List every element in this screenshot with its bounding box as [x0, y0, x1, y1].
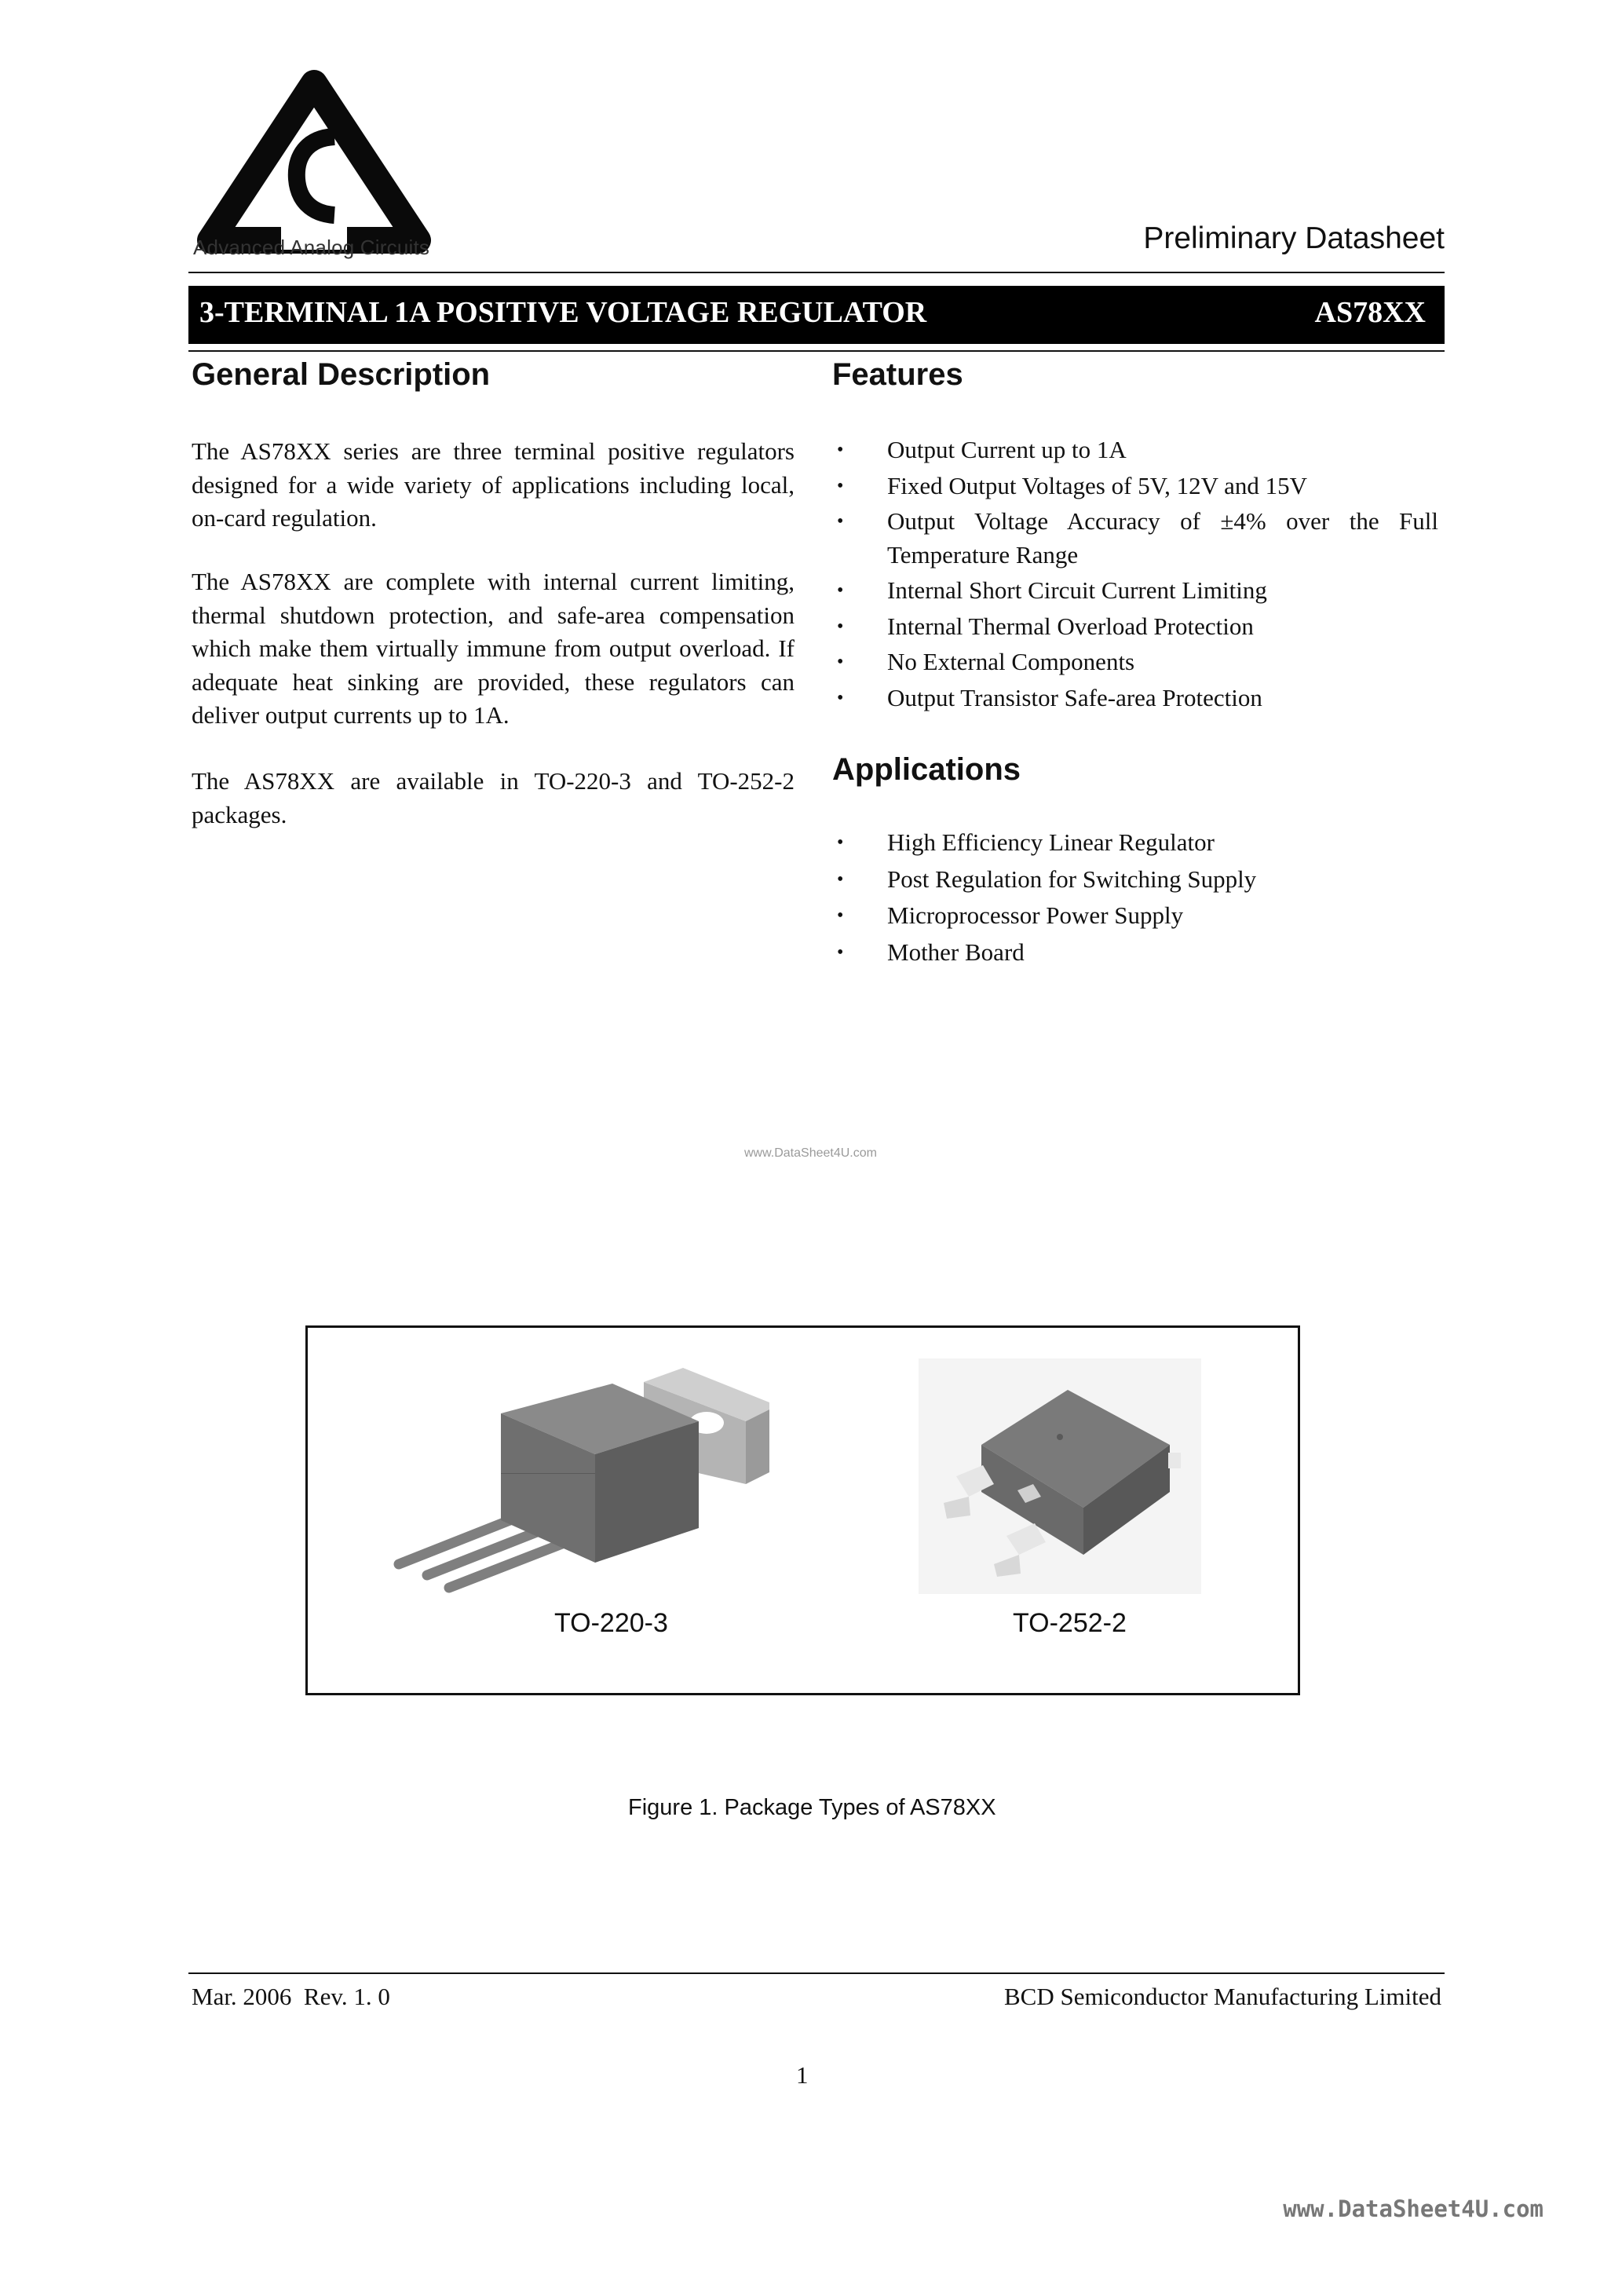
- document-title: 3-TERMINAL 1A POSITIVE VOLTAGE REGULATOR: [199, 296, 927, 329]
- description-paragraph: The AS78XX series are three terminal positive regulators designed for a wide variety of applications including local, on-card regulation.: [192, 437, 795, 532]
- watermark-text: www.DataSheet4U.com: [1283, 2195, 1543, 2222]
- bullet-icon: •: [837, 652, 844, 672]
- list-item: • Output Voltage Accuracy of ±4% over the Full Temperature Range: [834, 505, 1438, 572]
- description-paragraph: The AS78XX are complete with internal current limiting, thermal shutdown protection, and safe-area compensation which make them virtually immune from output overload. If adequate heat sinking are provided, these regulators can deliver output currents up to 1A.: [192, 568, 795, 729]
- to252-package-image: [919, 1358, 1201, 1594]
- applications-heading: Applications: [832, 752, 1021, 787]
- footer-divider: [188, 1972, 1445, 1974]
- applications-list: [834, 826, 1438, 972]
- part-number: AS78XX: [1314, 296, 1426, 329]
- bullet-icon: •: [837, 941, 844, 963]
- page-number: 1: [796, 2061, 809, 2089]
- bullet-icon: •: [837, 616, 844, 637]
- bullet-icon: •: [837, 475, 844, 496]
- footer-date-revision: Mar. 2006 Rev. 1. 0: [192, 1983, 390, 2010]
- bullet-icon: •: [837, 905, 844, 926]
- list-item: • Output Current up to 1A: [834, 433, 1438, 467]
- bullet-icon: •: [837, 868, 844, 890]
- list-item: • High Efficiency Linear Regulator: [834, 826, 1438, 860]
- footer-company: BCD Semiconductor Manufacturing Limited: [1003, 1983, 1441, 2010]
- features-heading: Features: [832, 357, 963, 392]
- bullet-icon: •: [837, 832, 844, 853]
- header-divider: [188, 272, 1445, 273]
- features-list: [834, 433, 1438, 717]
- list-item: • Output Transistor Safe-area Protection: [834, 682, 1438, 715]
- title-divider: [188, 350, 1445, 352]
- document-status: Preliminary Datasheet: [1143, 221, 1445, 255]
- list-item: • Microprocessor Power Supply: [834, 899, 1438, 933]
- list-item: • Mother Board: [834, 936, 1438, 970]
- general-description-heading: General Description: [192, 357, 491, 392]
- bullet-icon: •: [837, 511, 844, 532]
- list-item: • Internal Thermal Overload Protection: [834, 610, 1438, 644]
- bullet-icon: •: [837, 440, 844, 460]
- package-label: TO-252-2: [1013, 1608, 1127, 1638]
- bullet-icon: •: [837, 687, 844, 708]
- description-paragraph: The AS78XX are available in TO-220-3 and TO-252-2 packages.: [192, 767, 795, 828]
- package-label: TO-220-3: [554, 1608, 668, 1638]
- list-item: • No External Components: [834, 645, 1438, 679]
- list-item: • Fixed Output Voltages of 5V, 12V and 15V: [834, 470, 1438, 503]
- list-item: • Post Regulation for Switching Supply: [834, 863, 1438, 897]
- watermark-text: www.DataSheet4U.com: [744, 1146, 877, 1160]
- bullet-icon: •: [837, 580, 844, 601]
- list-item: • Internal Short Circuit Current Limiting: [834, 574, 1438, 608]
- figure-caption: Figure 1. Package Types of AS78XX: [628, 1795, 996, 1820]
- company-name: Advanced Analog Circuits: [193, 236, 430, 259]
- company-logo: [188, 69, 440, 258]
- to220-package-image: [385, 1366, 769, 1594]
